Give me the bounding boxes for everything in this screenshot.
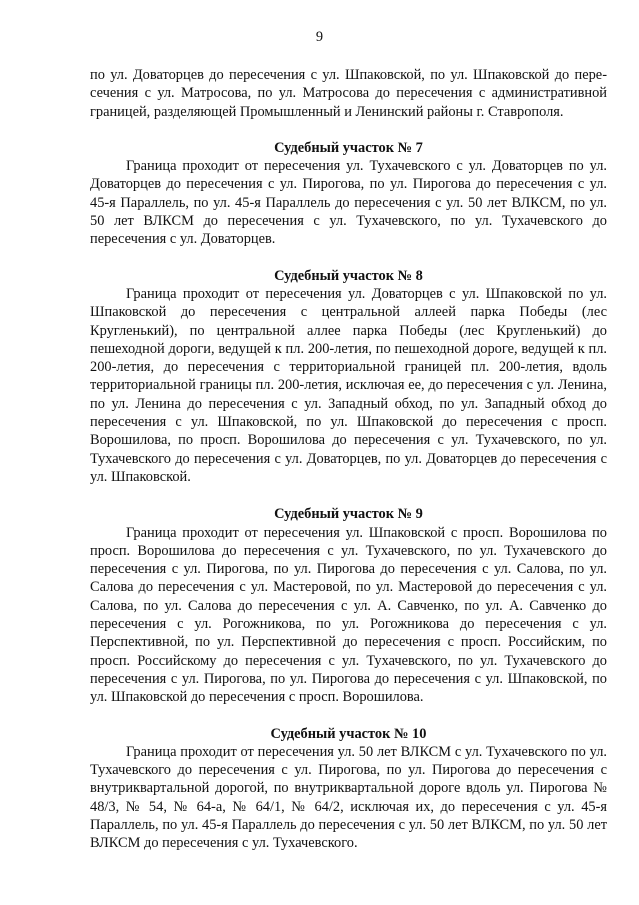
- section-text-9: Граница проходит от пересечения ул. Шпаковской с просп. Ворошилова по просп. Ворошилова до пересечения с ул. Тухачевского, по ул. Тухачевского до пересечения с ул. Пирогова, по ул. Пирогова до пересечения с ул. Салова, по ул. Салова до пересечения с ул. Мастеровой, по ул. Мастеровой до пересечения с ул. Салова, по ул. Салова до пересечения с ул. А. Савченко, по ул. А. Савченко до пересечения с ул. Рогожникова, по ул. Рогожникова до пересечения с ул. Перспективной, по ул. Перспективной до пересечения с просп. Российским, по просп. Российскому до пересечения с ул. Тухачевского, по ул. Тухачевского до пересечения с ул. Пирогова, по ул. Пирогова до пересечения с ул. Шпаковской, по ул. Шпаковской до пересечения с просп. Ворошилова.: [90, 524, 607, 706]
- document-body: [90, 66, 607, 853]
- section-text-10: Граница проходит от пересечения ул. 50 лет ВЛКСМ с ул. Тухачевского по ул. Тухачевского до пересечения с ул. Пирогова, по ул. Пирогова до пересечения с внутриквартальной дорогой, по внутриквартальной дороге вдоль ул. Пирогова № 48/3, № 54, № 64-а, № 64/1, № 64/2, исключая их, до пересечения с ул. 45-я Параллель, по ул. 45-я Параллель до пересечения с ул. 50 лет ВЛКСМ, по ул. 50 лет ВЛКСМ до пересечения с ул. Тухачевского.: [90, 743, 607, 852]
- intro-paragraph: по ул. Доваторцев до пересечения с ул. Шпаковской, по ул. Шпаковской до пересечения с ул. Матросова, по ул. Матросова до пересечения с административной границей, разделяющей Промышленный и Ленинский районы г. Ставрополя.: [90, 67, 607, 120]
- section-heading-8: Судебный участок № 8: [274, 267, 423, 284]
- section-heading-10: Судебный участок № 10: [270, 725, 427, 742]
- section-text-7: Граница проходит от пересечения ул. Тухачевского с ул. Доваторцев по ул. Доваторцев до пересечения с ул. Пирогова, по ул. Пирогова до пересечения с ул. 45-я Параллель, по ул. 45-я Параллель до пересечения с ул. 50 лет ВЛКСМ, по ул. 50 лет ВЛКСМ до пересечения с ул. Тухачевского, по ул. Тухачевского до пересечения с ул. Доваторцев.: [90, 158, 607, 248]
- section-heading-7: Судебный участок № 7: [274, 139, 423, 156]
- section-text-8: Граница проходит от пересечения ул. Доваторцев с ул. Шпаковской по ул. Шпаковской до пересечения с центральной аллеей парка Победы (лес Кругленький), по центральной аллее парка Победы (лес Кругленький) до пешеходной дороги, ведущей к пл. 200-летия, по пешеходной дороге, ведущей к пл. 200-летия, до пересечения с территориальной границей пл. 200-летия, вдоль территориальной границы пл. 200-летия, исключая ее, до пересечения с ул. Ленина, по ул. Ленина до пересечения с ул. Западный обход, по ул. Западный обход до пересечения с ул. Шпаковской, по ул. Шпаковской до пересечения с просп. Ворошилова, по просп. Ворошилова до пересечения с ул. Тухачевского, по ул. Тухачевского до пересечения с ул. Доваторцев, по ул. Доваторцев до пересечения с ул. Шпаковской.: [90, 285, 607, 485]
- page-number: 9: [315, 29, 324, 45]
- section-heading-9: Судебный участок № 9: [274, 506, 423, 523]
